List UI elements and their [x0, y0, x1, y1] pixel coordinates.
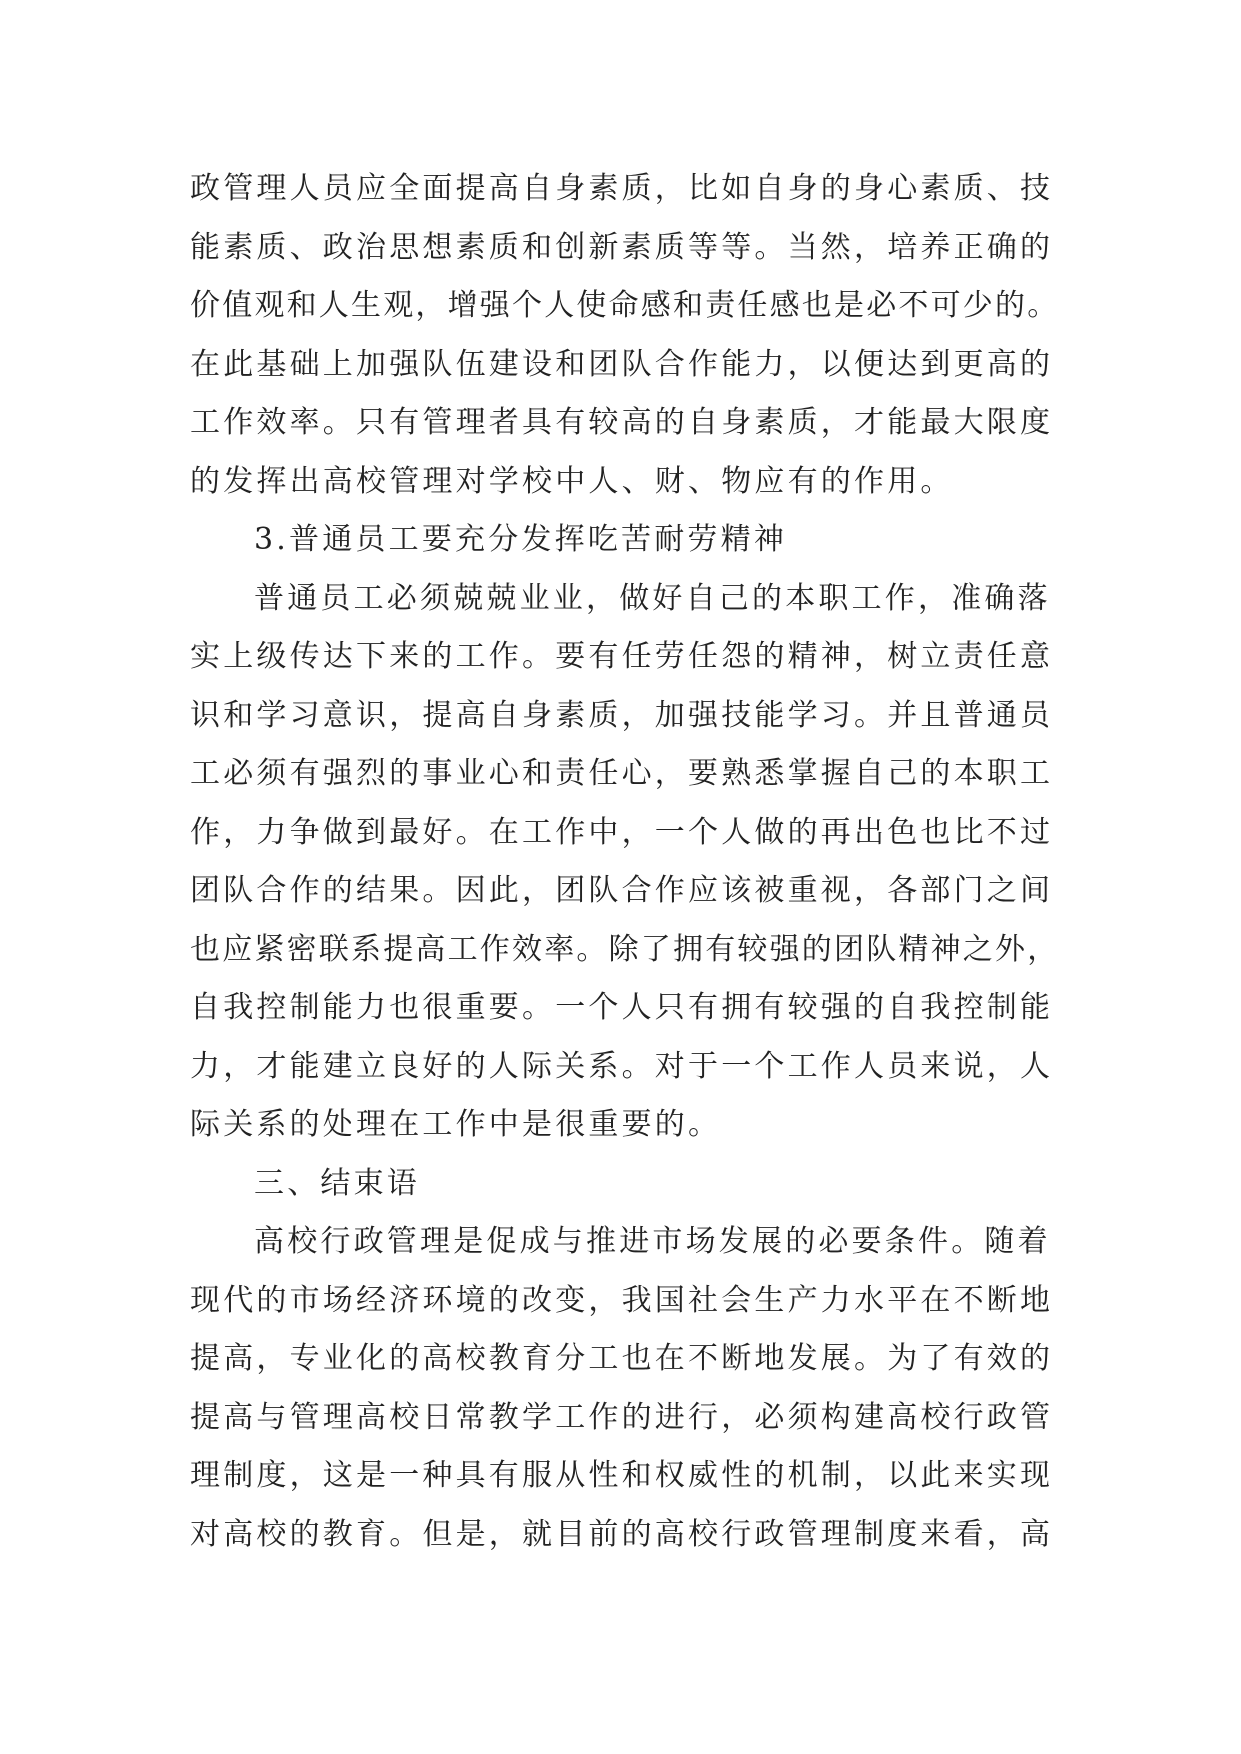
body-text [190, 160, 1060, 1564]
text-line: 也应紧密联系提高工作效率。除了拥有较强的团队精神之外， [190, 931, 1060, 967]
text-line: 3.普通员工要充分发挥吃苦耐劳精神 [254, 522, 788, 557]
text-line: 三、结束语 [254, 1165, 420, 1201]
text-line: 团队合作的结果。因此，团队合作应该被重视，各部门之间 [190, 873, 1054, 908]
text-line: 力，才能建立良好的人际关系。对于一个工作人员来说，人 [190, 1048, 1054, 1084]
text-line: 在此基础上加强队伍建设和团队合作能力，以便达到更高的 [190, 346, 1054, 382]
text-line: 对高校的教育。但是，就目前的高校行政管理制度来看，高 [190, 1516, 1054, 1552]
text-line: 政管理人员应全面提高自身素质，比如自身的身心素质、技 [190, 171, 1054, 206]
text-line: 工必须有强烈的事业心和责任心，要熟悉掌握自己的本职工 [190, 756, 1054, 791]
text-line: 现代的市场经济环境的改变，我国社会生产力水平在不断地 [190, 1282, 1054, 1318]
text-line: 能素质、政治思想素质和创新素质等等。当然，培养正确的 [190, 229, 1054, 265]
text-line: 实上级传达下来的工作。要有任劳任怨的精神，树立责任意 [190, 639, 1054, 674]
text-line: 提高，专业化的高校教育分工也在不断地发展。为了有效的 [190, 1341, 1054, 1376]
text-line: 高校行政管理是促成与推进市场发展的必要条件。随着 [254, 1224, 1051, 1259]
text-line: 作，力争做到最好。在工作中，一个人做的再出色也比不过 [190, 814, 1054, 850]
text-line: 际关系的处理在工作中是很重要的。 [190, 1107, 722, 1142]
text-line: 识和学习意识，提高自身素质，加强技能学习。并且普通员 [190, 697, 1054, 733]
text-line: 工作效率。只有管理者具有较高的自身素质，才能最大限度 [190, 405, 1054, 440]
text-line: 价值观和人生观，增强个人使命感和责任感也是必不可少的。 [190, 288, 1060, 323]
text-line: 的发挥出高校管理对学校中人、财、物应有的作用。 [190, 463, 954, 499]
text-line: 理制度，这是一种具有服从性和权威性的机制，以此来实现 [190, 1458, 1054, 1493]
text-line: 普通员工必须兢兢业业，做好自己的本职工作，准确落 [254, 580, 1051, 616]
text-line: 自我控制能力也很重要。一个人只有拥有较强的自我控制能 [190, 990, 1054, 1025]
text-line: 提高与管理高校日常教学工作的进行，必须构建高校行政管 [190, 1399, 1054, 1435]
